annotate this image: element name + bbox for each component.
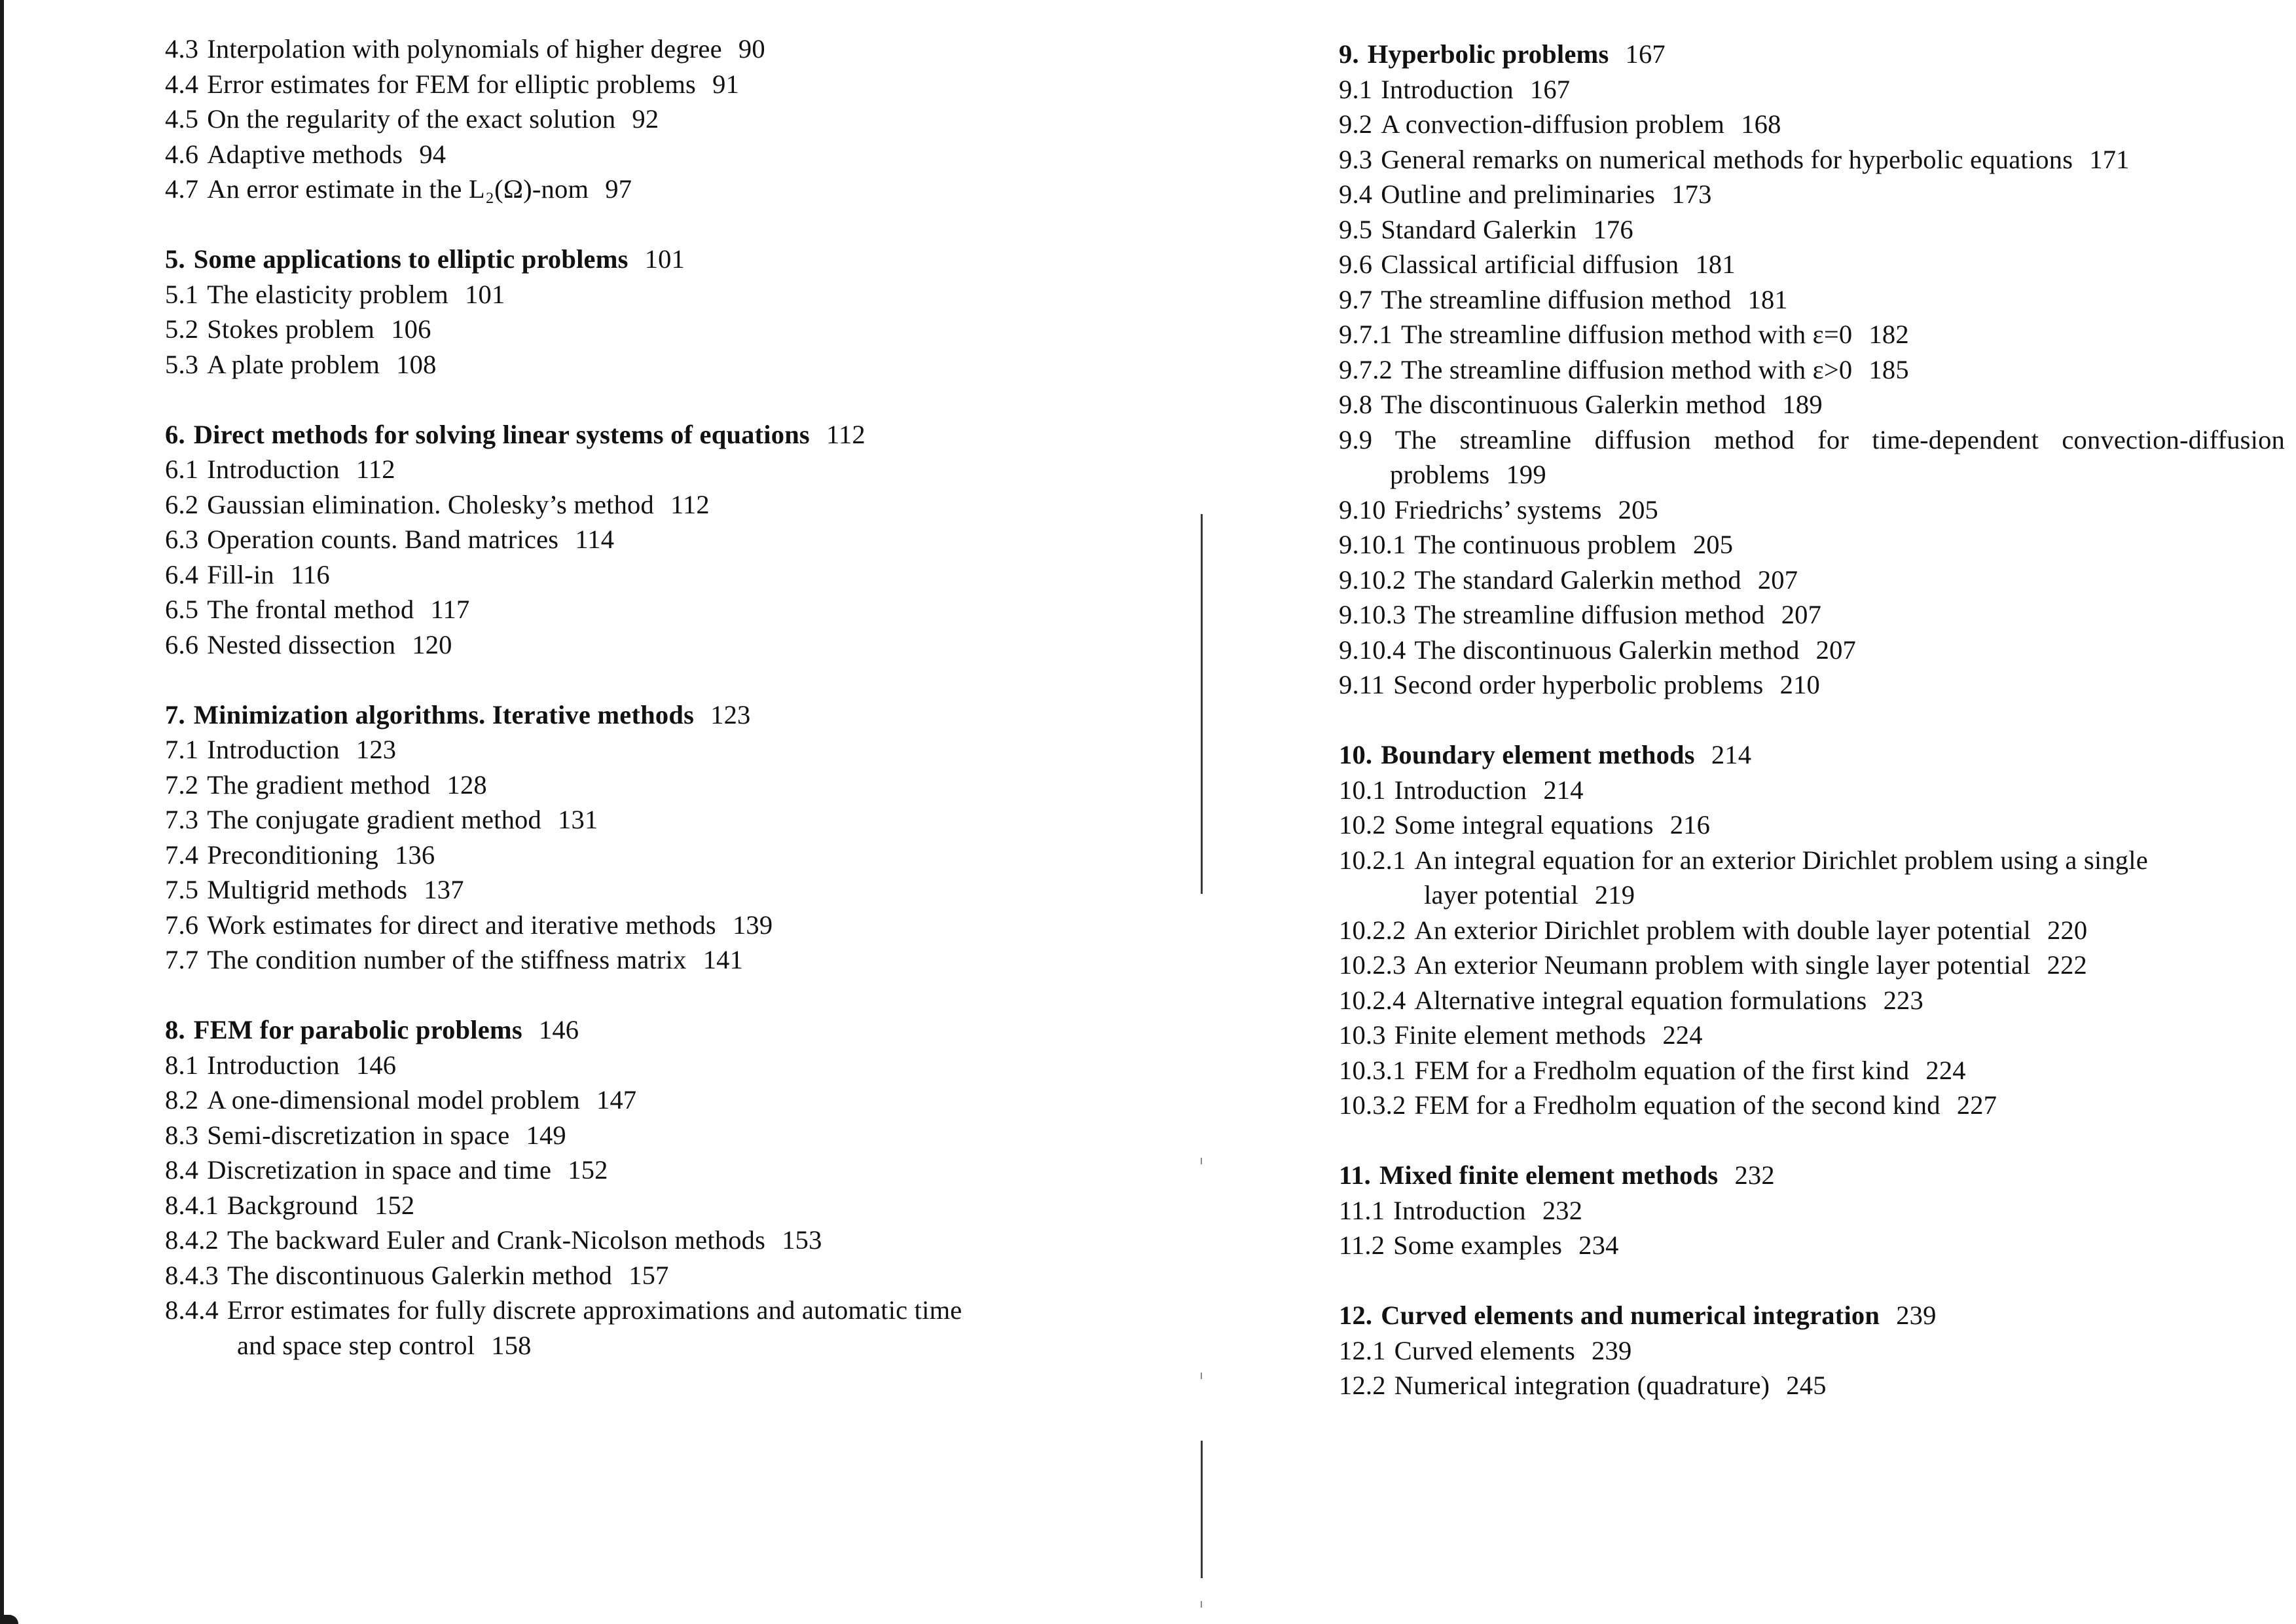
page-number: 116 [290,559,330,589]
page-number: 232 [1734,1160,1775,1190]
section-number: 10.2 [1339,810,1386,840]
page-number: 181 [1747,284,1788,314]
section-number: 7.7 [165,945,199,974]
page-number: 94 [419,139,446,169]
section-number: 7.6 [165,910,199,940]
page-number: 234 [1578,1230,1619,1260]
section-number: 10.3.1 [1339,1055,1406,1085]
section-number: 4.7 [165,174,199,204]
section-title: The streamline diffusion method [1414,600,1765,629]
section-title: Introduction [207,454,340,484]
section-number: 9.7.1 [1339,320,1393,349]
section-number: 9.1 [1339,74,1373,104]
section-number: 9.10.4 [1339,635,1406,665]
section-number: 7.1 [165,735,199,764]
page-number: 207 [1757,564,1798,595]
toc-entry [165,838,1186,873]
right-page [1201,0,2296,1624]
section-number: 10.2.2 [1339,915,1406,945]
section-title: An integral equation for an exterior Dirichlet problem using a single [1414,845,2148,875]
page-number: 141 [702,945,744,974]
toc-chapter [165,1012,1186,1048]
section-number: 10.2.3 [1339,950,1406,980]
section-title-continuation [1339,457,2285,492]
section-number: 10.3.2 [1339,1090,1406,1120]
toc-entry [1339,247,2285,282]
section-title: The streamline diffusion method with ε=0 [1400,320,1853,349]
section-number: 9.7 [1339,284,1373,314]
section-title: and space step control [237,1330,475,1360]
toc-entry [1339,633,2285,668]
section-title: Interpolation with polynomials of higher degree [207,34,722,64]
page-number: 158 [491,1330,532,1360]
section-title: The conjugate gradient method [207,805,541,834]
toc-entry [165,1188,1186,1223]
section-number: 8.4.1 [165,1190,219,1220]
page-number: 91 [712,69,740,99]
toc-entry [165,942,1186,978]
toc-entry [165,67,1186,102]
toc-entry [165,312,1186,347]
section-title: Stokes problem [207,314,375,344]
page-number: 117 [430,595,470,624]
section-number: 5.2 [165,314,199,344]
chapter-number: 5. [165,244,185,274]
section-number: 9.7.2 [1339,354,1393,384]
page-number: 207 [1781,600,1822,629]
page-number: 168 [1741,109,1781,139]
section-title: A convection-diffusion problem [1381,109,1725,139]
toc-entry [165,347,1186,382]
section-number: 8.2 [165,1085,199,1115]
section-title: Background [227,1190,358,1220]
section-number: 11.2 [1339,1230,1385,1260]
page-number: 224 [1662,1020,1703,1050]
section-number: 10.2.1 [1339,845,1406,875]
toc-entry [165,137,1186,172]
page-number: 222 [2047,950,2087,980]
toc-entry [1339,1333,2285,1369]
section-title: The elasticity problem [207,279,448,309]
toc-entry [1339,317,2285,352]
section-title: Gaussian elimination. Cholesky’s method [207,489,654,519]
page-number: 92 [632,104,659,134]
chapter-number: 11. [1339,1160,1371,1190]
section-number: 8.4.3 [165,1260,219,1290]
toc-entry [165,1223,1186,1258]
section-number: 7.3 [165,805,199,834]
section-title: Error estimates for fully discrete approximations and automatic time [227,1295,962,1325]
page-number: 146 [538,1015,579,1044]
section-title: Introduction [1393,1195,1526,1225]
chapter-title: Mixed finite element methods [1379,1160,1719,1190]
toc-entry [1339,527,2285,563]
page-number: 167 [1529,74,1571,104]
section-title: Second order hyperbolic problems [1393,670,1764,699]
toc-entry [165,557,1186,593]
section-title: Introduction [207,1050,340,1080]
toc-chapter [165,242,1186,277]
page-number: 137 [424,875,464,904]
toc-entry [165,908,1186,943]
section-number: 9.3 [1339,144,1373,174]
page-number: 210 [1779,670,1820,699]
page-number: 189 [1782,390,1823,419]
page-number: 239 [1592,1335,1632,1365]
toc-entry [165,1082,1186,1118]
page-number: 123 [710,699,751,729]
toc-entry [1339,913,2285,948]
toc-entry [165,872,1186,908]
chapter-title: Boundary element methods [1381,740,1695,769]
page-number: 136 [395,840,435,870]
chapter-number: 12. [1339,1301,1373,1330]
page-number: 101 [644,244,685,274]
toc-entry [1339,107,2285,142]
toc-chapter [1339,737,2285,773]
page-number: 106 [391,314,431,344]
toc-entry [165,732,1186,767]
page-number: 176 [1593,214,1633,244]
section-title: The gradient method [207,769,431,800]
section-title: The continuous problem [1414,530,1677,559]
section-title: Semi-discretization in space [207,1120,510,1150]
page-number: 173 [1671,179,1712,209]
section-title: Alternative integral equation formulations [1414,985,1867,1015]
section-title: problems [1390,460,1490,489]
section-number: 6.3 [165,525,199,554]
section-number: 10.2.4 [1339,985,1406,1015]
section-title: Some examples [1393,1230,1563,1260]
section-title: Multigrid methods [207,875,408,904]
section-number: 9.6 [1339,249,1373,279]
toc-entry [165,627,1186,663]
page-number: 152 [568,1155,608,1185]
chapter-number: 10. [1339,740,1373,769]
toc-entry [165,1118,1186,1153]
section-title: Friedrichs’ systems [1394,494,1602,525]
section-title: An exterior Dirichlet problem with double layer potential [1414,915,2031,945]
section-title: A plate problem [207,349,380,379]
section-title: Introduction [207,735,340,764]
page-number: 112 [355,454,395,484]
section-title-continuation [165,1328,1186,1363]
section-number: 9.11 [1339,670,1385,699]
section-title: Fill-in [207,559,274,589]
page-number: 232 [1542,1195,1583,1225]
section-title-continuation [1339,877,2285,913]
section-title: Classical artificial diffusion [1381,249,1679,279]
toc-chapter [165,697,1186,733]
section-number: 6.4 [165,559,199,589]
section-title: The streamline diffusion method with ε>0 [1400,354,1853,384]
section-title: FEM for a Fredholm equation of the first kind [1414,1055,1910,1085]
toc-entry [1339,282,2285,318]
page-number: 128 [446,769,487,800]
table-of-contents-right [1339,37,2285,1403]
section-title: The discontinuous Galerkin method [227,1260,613,1290]
page-number: 149 [526,1120,566,1150]
toc-entry [1339,177,2285,212]
page-number: 219 [1594,880,1635,910]
section-number: 9.4 [1339,179,1373,209]
section-number: 6.2 [165,489,199,519]
section-number: 6.1 [165,454,199,484]
toc-chapter [165,417,1186,452]
page-number: 224 [1925,1055,1966,1085]
section-title: FEM for a Fredholm equation of the second kind [1414,1090,1941,1120]
toc-chapter [1339,1158,2285,1193]
page-number: 120 [412,629,452,659]
toc-entry [165,101,1186,137]
page-number: 182 [1868,320,1909,349]
page-number: 214 [1543,775,1584,805]
section-number: 12.2 [1339,1371,1386,1400]
section-title: General remarks on numerical methods for hyperbolic equations [1381,144,2073,174]
toc-entry [165,452,1186,487]
section-title: Preconditioning [207,840,378,870]
section-number: 4.3 [165,34,199,64]
page-number: 181 [1695,249,1736,279]
section-number: 9.10.3 [1339,600,1406,629]
page-number: 112 [670,489,710,519]
page-number: 153 [782,1225,822,1255]
section-title: The backward Euler and Crank-Nicolson methods [227,1225,766,1255]
chapter-number: 9. [1339,39,1359,69]
section-title: The discontinuous Galerkin method [1414,635,1800,665]
toc-entry [1339,667,2285,703]
section-number: 12.1 [1339,1335,1386,1365]
toc-entry [1339,422,2285,492]
toc-entry [1339,1053,2285,1088]
section-title: An error estimate in the L₂(Ω)-nom [207,174,589,204]
page-number: 214 [1711,740,1752,769]
chapter-number: 6. [165,419,185,449]
section-number: 9.5 [1339,214,1373,244]
page-number: 171 [2089,144,2130,174]
page-number: 146 [355,1050,397,1080]
toc-entry [165,1258,1186,1293]
section-number: 6.5 [165,595,199,624]
page-number: 112 [826,419,866,449]
page-number: 97 [605,174,632,204]
chapter-title: FEM for parabolic problems [193,1015,522,1044]
section-number: 5.3 [165,349,199,379]
section-title: An exterior Neumann problem with single layer potential [1414,950,2031,980]
section-number: 11.1 [1339,1195,1385,1225]
toc-entry [1339,1193,2285,1228]
toc-entry [1339,142,2285,177]
chapter-number: 8. [165,1015,185,1044]
page-number: 216 [1669,810,1711,840]
section-title: Work estimates for direct and iterative methods [207,910,716,940]
page-number: 205 [1692,530,1734,559]
toc-entry [1339,563,2285,598]
toc-entry [165,592,1186,627]
toc-entry [1339,843,2285,913]
toc-entry [1339,1088,2285,1123]
section-number: 8.1 [165,1050,199,1080]
toc-entry [165,1153,1186,1188]
page-number: 207 [1815,635,1856,665]
page-number: 108 [396,349,437,379]
section-number: 9.10.1 [1339,530,1406,559]
section-title: On the regularity of the exact solution [207,104,616,134]
page-number: 220 [2047,915,2088,945]
page-number: 167 [1625,39,1666,69]
section-title: Nested dissection [207,629,396,659]
toc-entry [1339,983,2285,1018]
table-of-contents-left [165,31,1186,1363]
section-number: 8.4 [165,1155,199,1185]
page-number: 101 [465,279,505,309]
toc-entry [1339,1228,2285,1263]
section-number: 7.2 [165,769,199,800]
chapter-title: Hyperbolic problems [1367,39,1609,69]
toc-entry [165,802,1186,838]
section-title: Introduction [1381,74,1514,104]
page-number: 90 [738,34,765,64]
chapter-title: Direct methods for solving linear systems of equations [193,419,810,449]
section-number: 7.5 [165,875,199,904]
toc-entry [165,522,1186,557]
toc-entry [165,172,1186,207]
page-number: 227 [1956,1090,1997,1120]
section-title: Operation counts. Band matrices [207,525,559,554]
toc-entry [165,487,1186,523]
toc-entry [165,277,1186,312]
chapter-number: 7. [165,699,185,729]
page-number: 205 [1618,494,1658,525]
section-title: Error estimates for FEM for elliptic problems [207,69,697,99]
section-title: The condition number of the stiffness matrix [207,945,687,974]
page-number: 131 [558,805,598,834]
toc-entry [1339,1018,2285,1053]
section-number: 5.1 [165,279,199,309]
section-title: Introduction [1394,775,1527,805]
section-number: 9.2 [1339,109,1373,139]
chapter-title: Minimization algorithms. Iterative methods [193,699,695,729]
section-number: 9.10 [1339,494,1386,525]
section-title: The streamline diffusion method for time-dependent convection-diffusion [1394,424,2285,454]
section-title: A one-dimensional model problem [207,1085,580,1115]
section-title: Standard Galerkin [1381,214,1577,244]
toc-entry [1339,72,2285,107]
toc-entry [165,31,1186,67]
toc-entry [1339,212,2285,248]
toc-entry [165,1048,1186,1083]
page-number: 123 [355,735,397,764]
toc-entry [1339,352,2285,388]
page-number: 185 [1868,354,1909,384]
section-title: Outline and preliminaries [1381,179,1656,209]
page-number: 114 [575,525,615,554]
section-number: 10.1 [1339,775,1386,805]
section-number: 8.4.2 [165,1225,219,1255]
section-number: 8.3 [165,1120,199,1150]
toc-entry [1339,1368,2285,1403]
toc-entry [1339,807,2285,843]
section-title: The frontal method [207,595,414,624]
toc-entry [1339,948,2285,983]
section-title: Adaptive methods [207,139,403,169]
toc-entry [1339,492,2285,528]
section-number: 9.9 [1339,424,1373,454]
section-number: 9.10.2 [1339,564,1406,595]
page-number: 239 [1896,1301,1937,1330]
section-title: Some integral equations [1394,810,1654,840]
page-number: 152 [374,1190,415,1220]
page-number: 157 [629,1260,669,1290]
toc-entry [1339,773,2285,808]
page-number: 147 [596,1085,637,1115]
section-number: 4.4 [165,69,199,99]
section-number: 6.6 [165,629,199,659]
section-number: 10.3 [1339,1020,1386,1050]
section-number: 7.4 [165,840,199,870]
page-number: 223 [1883,985,1923,1015]
section-number: 8.4.4 [165,1295,219,1325]
section-number: 9.8 [1339,390,1373,419]
toc-entry [1339,387,2285,422]
section-number: 4.6 [165,139,199,169]
toc-chapter [1339,37,2285,72]
section-title: layer potential [1424,880,1578,910]
section-title: Finite element methods [1394,1020,1647,1050]
section-number: 4.5 [165,104,199,134]
chapter-title: Curved elements and numerical integration [1381,1301,1880,1330]
page-number: 139 [732,910,773,940]
section-title: The streamline diffusion method [1381,284,1732,314]
section-title: Numerical integration (quadrature) [1394,1371,1770,1400]
section-title: Discretization in space and time [207,1155,552,1185]
toc-chapter [1339,1298,2285,1333]
section-title: The discontinuous Galerkin method [1381,390,1766,419]
toc-entry [165,767,1186,803]
toc-entry [165,1293,1186,1363]
section-title: The standard Galerkin method [1414,564,1741,595]
page-number: 199 [1506,460,1546,489]
page-number: 245 [1786,1371,1827,1400]
section-title-first-line [1339,422,2285,458]
section-title: Curved elements [1394,1335,1575,1365]
toc-entry [1339,597,2285,633]
chapter-title: Some applications to elliptic problems [193,244,629,274]
